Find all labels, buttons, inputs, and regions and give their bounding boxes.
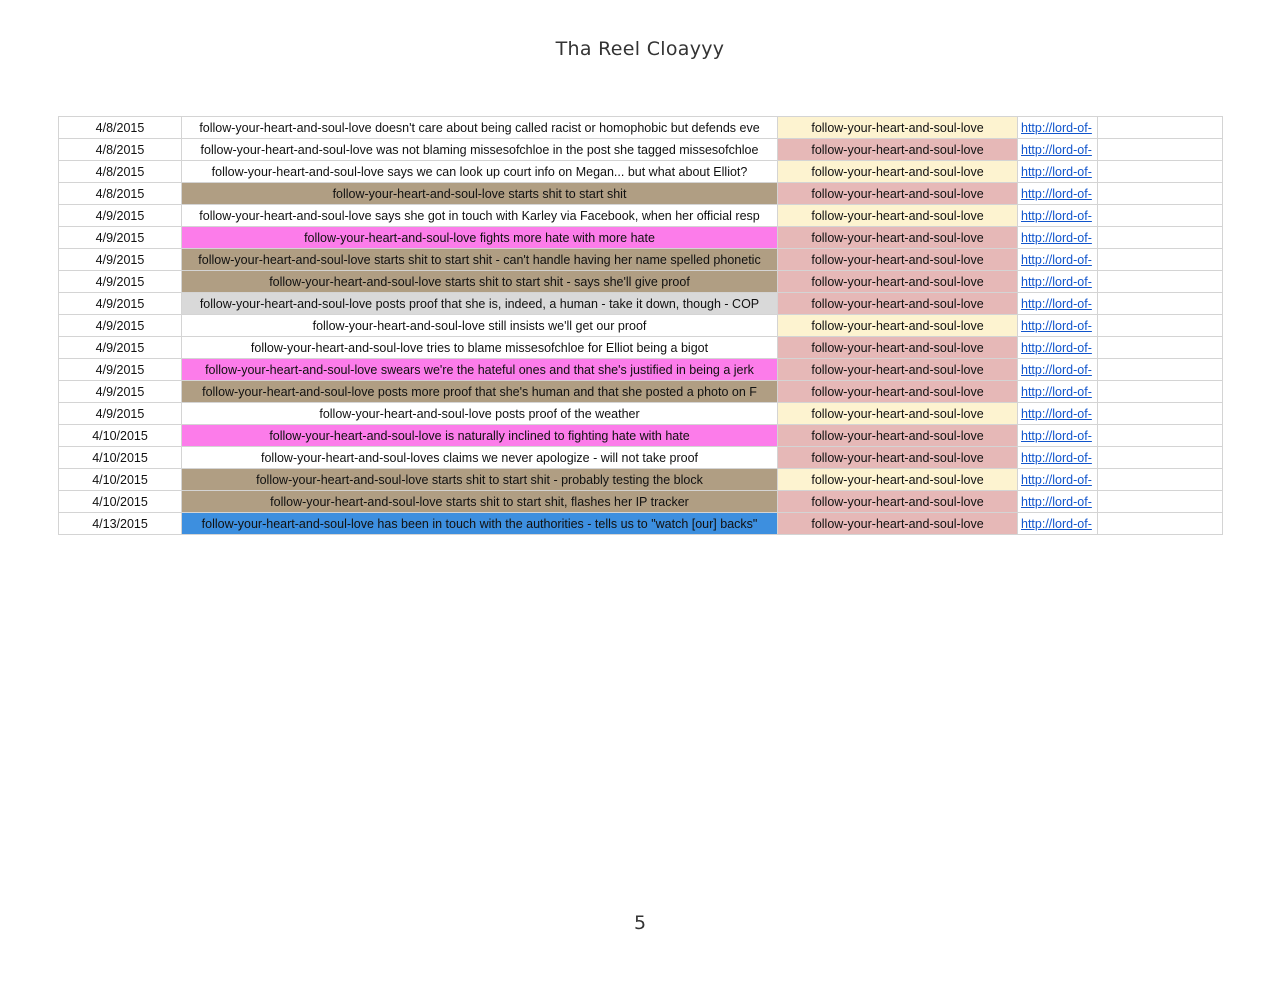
description-cell: follow-your-heart-and-soul-love doesn't care about being called racist or homophobic but defends eve bbox=[182, 117, 778, 139]
link-cell bbox=[1018, 315, 1098, 337]
empty-cell bbox=[1098, 205, 1223, 227]
description-cell: follow-your-heart-and-soul-love was not blaming missesofchloe in the post she tagged missesofchloe bbox=[182, 139, 778, 161]
table-row bbox=[59, 337, 1223, 359]
post-link[interactable]: http://lord-of- bbox=[1021, 274, 1092, 289]
description-cell: follow-your-heart-and-soul-love starts shit to start shit - says she'll give proof bbox=[182, 271, 778, 293]
description-cell: follow-your-heart-and-soul-love posts proof that she is, indeed, a human - take it down, though - COP bbox=[182, 293, 778, 315]
link-cell bbox=[1018, 359, 1098, 381]
table-row bbox=[59, 139, 1223, 161]
username-cell: follow-your-heart-and-soul-love bbox=[778, 447, 1018, 469]
username-cell: follow-your-heart-and-soul-love bbox=[778, 161, 1018, 183]
post-link[interactable]: http://lord-of- bbox=[1021, 164, 1092, 179]
empty-cell bbox=[1098, 337, 1223, 359]
date-cell: 4/8/2015 bbox=[59, 183, 182, 205]
date-cell: 4/9/2015 bbox=[59, 315, 182, 337]
table-row bbox=[59, 315, 1223, 337]
post-link[interactable]: http://lord-of- bbox=[1021, 406, 1092, 421]
empty-cell bbox=[1098, 183, 1223, 205]
empty-cell bbox=[1098, 403, 1223, 425]
log-table bbox=[58, 116, 1223, 535]
post-link[interactable]: http://lord-of- bbox=[1021, 252, 1092, 267]
link-cell bbox=[1018, 249, 1098, 271]
empty-cell bbox=[1098, 271, 1223, 293]
post-link[interactable]: http://lord-of- bbox=[1021, 384, 1092, 399]
link-cell bbox=[1018, 403, 1098, 425]
link-cell bbox=[1018, 337, 1098, 359]
description-cell: follow-your-heart-and-soul-love tries to blame missesofchloe for Elliot being a bigot bbox=[182, 337, 778, 359]
username-cell: follow-your-heart-and-soul-love bbox=[778, 249, 1018, 271]
table-row bbox=[59, 403, 1223, 425]
post-link[interactable]: http://lord-of- bbox=[1021, 296, 1092, 311]
description-cell: follow-your-heart-and-soul-love swears we're the hateful ones and that she's justified in being a jerk bbox=[182, 359, 778, 381]
username-cell: follow-your-heart-and-soul-love bbox=[778, 205, 1018, 227]
empty-cell bbox=[1098, 117, 1223, 139]
description-cell: follow-your-heart-and-soul-love starts shit to start shit, flashes her IP tracker bbox=[182, 491, 778, 513]
post-link[interactable]: http://lord-of- bbox=[1021, 340, 1092, 355]
date-cell: 4/10/2015 bbox=[59, 425, 182, 447]
empty-cell bbox=[1098, 249, 1223, 271]
date-cell: 4/8/2015 bbox=[59, 161, 182, 183]
post-link[interactable]: http://lord-of- bbox=[1021, 142, 1092, 157]
username-cell: follow-your-heart-and-soul-love bbox=[778, 271, 1018, 293]
date-cell: 4/9/2015 bbox=[59, 359, 182, 381]
username-cell: follow-your-heart-and-soul-love bbox=[778, 227, 1018, 249]
table-row bbox=[59, 161, 1223, 183]
description-cell: follow-your-heart-and-soul-love says we can look up court info on Megan... but what about Elliot? bbox=[182, 161, 778, 183]
table-row bbox=[59, 425, 1223, 447]
description-cell: follow-your-heart-and-soul-loves claims we never apologize - will not take proof bbox=[182, 447, 778, 469]
username-cell: follow-your-heart-and-soul-love bbox=[778, 359, 1018, 381]
date-cell: 4/10/2015 bbox=[59, 447, 182, 469]
date-cell: 4/9/2015 bbox=[59, 271, 182, 293]
table-row bbox=[59, 249, 1223, 271]
username-cell: follow-your-heart-and-soul-love bbox=[778, 425, 1018, 447]
post-link[interactable]: http://lord-of- bbox=[1021, 120, 1092, 135]
description-cell: follow-your-heart-and-soul-love starts shit to start shit bbox=[182, 183, 778, 205]
link-cell bbox=[1018, 491, 1098, 513]
post-link[interactable]: http://lord-of- bbox=[1021, 516, 1092, 531]
date-cell: 4/8/2015 bbox=[59, 117, 182, 139]
username-cell: follow-your-heart-and-soul-love bbox=[778, 403, 1018, 425]
description-cell: follow-your-heart-and-soul-love says she got in touch with Karley via Facebook, when her official resp bbox=[182, 205, 778, 227]
date-cell: 4/9/2015 bbox=[59, 205, 182, 227]
table-row bbox=[59, 381, 1223, 403]
date-cell: 4/9/2015 bbox=[59, 249, 182, 271]
empty-cell bbox=[1098, 491, 1223, 513]
table-row bbox=[59, 271, 1223, 293]
username-cell: follow-your-heart-and-soul-love bbox=[778, 139, 1018, 161]
post-link[interactable]: http://lord-of- bbox=[1021, 428, 1092, 443]
username-cell: follow-your-heart-and-soul-love bbox=[778, 337, 1018, 359]
link-cell bbox=[1018, 227, 1098, 249]
link-cell bbox=[1018, 293, 1098, 315]
post-link[interactable]: http://lord-of- bbox=[1021, 186, 1092, 201]
empty-cell bbox=[1098, 161, 1223, 183]
empty-cell bbox=[1098, 359, 1223, 381]
date-cell: 4/13/2015 bbox=[59, 513, 182, 535]
post-link[interactable]: http://lord-of- bbox=[1021, 494, 1092, 509]
link-cell bbox=[1018, 117, 1098, 139]
date-cell: 4/9/2015 bbox=[59, 293, 182, 315]
username-cell: follow-your-heart-and-soul-love bbox=[778, 381, 1018, 403]
description-cell: follow-your-heart-and-soul-love has been in touch with the authorities - tells us to "watch [our] backs" bbox=[182, 513, 778, 535]
date-cell: 4/10/2015 bbox=[59, 469, 182, 491]
table-row bbox=[59, 293, 1223, 315]
empty-cell bbox=[1098, 315, 1223, 337]
username-cell: follow-your-heart-and-soul-love bbox=[778, 491, 1018, 513]
empty-cell bbox=[1098, 381, 1223, 403]
table-row bbox=[59, 469, 1223, 491]
empty-cell bbox=[1098, 293, 1223, 315]
page-title: Tha Reel Cloayyy bbox=[555, 38, 725, 60]
table-row bbox=[59, 117, 1223, 139]
empty-cell bbox=[1098, 425, 1223, 447]
table-row bbox=[59, 359, 1223, 381]
link-cell bbox=[1018, 447, 1098, 469]
post-link[interactable]: http://lord-of- bbox=[1021, 472, 1092, 487]
empty-cell bbox=[1098, 447, 1223, 469]
page-number: 5 bbox=[633, 912, 647, 934]
table-row bbox=[59, 227, 1223, 249]
link-cell bbox=[1018, 469, 1098, 491]
username-cell: follow-your-heart-and-soul-love bbox=[778, 469, 1018, 491]
date-cell: 4/9/2015 bbox=[59, 381, 182, 403]
log-table-body bbox=[59, 117, 1223, 535]
post-link[interactable]: http://lord-of- bbox=[1021, 208, 1092, 223]
table-row bbox=[59, 513, 1223, 535]
description-cell: follow-your-heart-and-soul-love still insists we'll get our proof bbox=[182, 315, 778, 337]
empty-cell bbox=[1098, 513, 1223, 535]
link-cell bbox=[1018, 271, 1098, 293]
username-cell: follow-your-heart-and-soul-love bbox=[778, 293, 1018, 315]
empty-cell bbox=[1098, 227, 1223, 249]
username-cell: follow-your-heart-and-soul-love bbox=[778, 117, 1018, 139]
link-cell bbox=[1018, 425, 1098, 447]
empty-cell bbox=[1098, 469, 1223, 491]
description-cell: follow-your-heart-and-soul-love fights more hate with more hate bbox=[182, 227, 778, 249]
link-cell bbox=[1018, 139, 1098, 161]
link-cell bbox=[1018, 183, 1098, 205]
date-cell: 4/9/2015 bbox=[59, 337, 182, 359]
post-link[interactable]: http://lord-of- bbox=[1021, 450, 1092, 465]
date-cell: 4/9/2015 bbox=[59, 227, 182, 249]
empty-cell bbox=[1098, 139, 1223, 161]
table-row bbox=[59, 447, 1223, 469]
description-cell: follow-your-heart-and-soul-love starts shit to start shit - can't handle having her name spelled phonetic bbox=[182, 249, 778, 271]
post-link[interactable]: http://lord-of- bbox=[1021, 362, 1092, 377]
link-cell bbox=[1018, 381, 1098, 403]
table-row bbox=[59, 491, 1223, 513]
description-cell: follow-your-heart-and-soul-love posts more proof that she's human and that she posted a photo on F bbox=[182, 381, 778, 403]
username-cell: follow-your-heart-and-soul-love bbox=[778, 315, 1018, 337]
post-link[interactable]: http://lord-of- bbox=[1021, 230, 1092, 245]
username-cell: follow-your-heart-and-soul-love bbox=[778, 513, 1018, 535]
date-cell: 4/10/2015 bbox=[59, 491, 182, 513]
post-link[interactable]: http://lord-of- bbox=[1021, 318, 1092, 333]
link-cell bbox=[1018, 513, 1098, 535]
link-cell bbox=[1018, 161, 1098, 183]
date-cell: 4/8/2015 bbox=[59, 139, 182, 161]
table-row bbox=[59, 183, 1223, 205]
date-cell: 4/9/2015 bbox=[59, 403, 182, 425]
link-cell bbox=[1018, 205, 1098, 227]
description-cell: follow-your-heart-and-soul-love starts shit to start shit - probably testing the block bbox=[182, 469, 778, 491]
table-row bbox=[59, 205, 1223, 227]
description-cell: follow-your-heart-and-soul-love posts proof of the weather bbox=[182, 403, 778, 425]
description-cell: follow-your-heart-and-soul-love is naturally inclined to fighting hate with hate bbox=[182, 425, 778, 447]
username-cell: follow-your-heart-and-soul-love bbox=[778, 183, 1018, 205]
